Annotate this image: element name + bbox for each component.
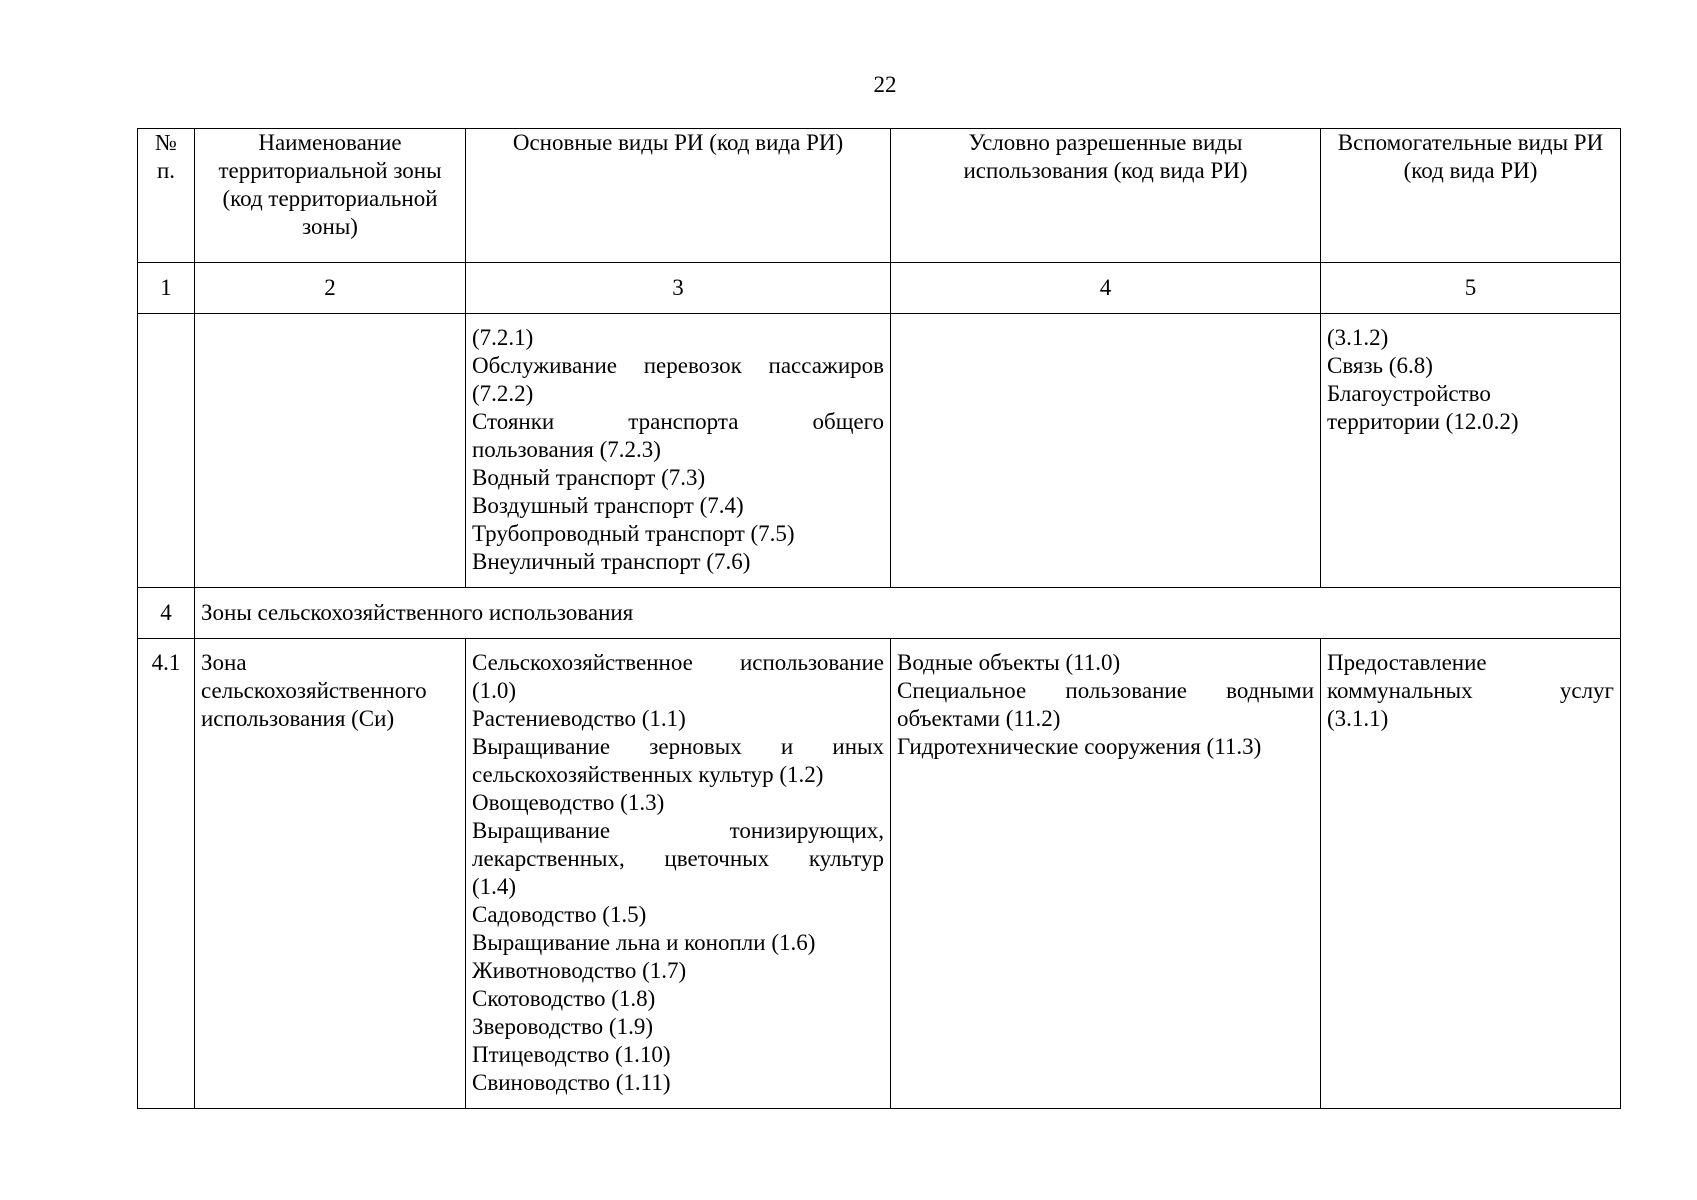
- use-item: Сельскохозяйственное использование: [472, 650, 884, 675]
- use-item: Овощеводство (1.3): [472, 790, 665, 815]
- column-number: 4: [891, 263, 1321, 314]
- use-item: (3.1.1): [1327, 706, 1389, 731]
- header-conditional-uses: [891, 129, 1321, 263]
- table-row-4-1: [138, 639, 1621, 1109]
- header-line: Наименование: [258, 130, 402, 155]
- use-item: Водные объекты (11.0): [897, 650, 1121, 675]
- cell-main-uses: [466, 639, 891, 1109]
- table-header-row: [138, 129, 1621, 263]
- column-number: 3: [466, 263, 891, 314]
- use-item: Внеуличный транспорт (7.6): [472, 549, 751, 574]
- column-number: 2: [195, 263, 466, 314]
- use-item: пользования (7.2.3): [472, 437, 661, 462]
- use-item: (7.2.2): [472, 381, 534, 406]
- header-line: Условно разрешенные виды: [968, 130, 1243, 155]
- header-line: (код территориальной: [222, 186, 438, 211]
- section-number: 4: [138, 588, 195, 639]
- page-number: 22: [873, 72, 897, 97]
- use-item: Воздушный транспорт (7.4): [472, 493, 744, 518]
- use-item: Животноводство (1.7): [472, 958, 687, 983]
- column-number: 5: [1321, 263, 1621, 314]
- use-item: территории (12.0.2): [1327, 409, 1519, 434]
- use-item: Растениеводство (1.1): [472, 706, 686, 731]
- header-line: (код вида РИ): [1403, 158, 1538, 183]
- header-line: Вспомогательные виды РИ: [1337, 130, 1604, 155]
- header-line: использования (код вида РИ): [963, 158, 1248, 183]
- header-line: Основные виды РИ (код вида РИ): [512, 130, 844, 155]
- use-item: Птицеводство (1.10): [472, 1042, 671, 1067]
- use-item: (1.0): [472, 678, 517, 703]
- cell-conditional-uses: [891, 639, 1321, 1109]
- cell-empty: [138, 314, 195, 588]
- cell-auxiliary-uses: [1321, 639, 1621, 1109]
- use-item: Водный транспорт (7.3): [472, 465, 706, 490]
- use-item: (7.2.1): [472, 325, 534, 350]
- use-item: Связь (6.8): [1327, 353, 1433, 378]
- header-line: территориальной зоны: [218, 158, 442, 183]
- use-item: Садоводство (1.5): [472, 902, 647, 927]
- use-item: Выращивание тонизирующих,: [472, 818, 884, 843]
- section-title: Зоны сельскохозяйственного использования: [195, 588, 1621, 639]
- cell-empty: [195, 314, 466, 588]
- header-number: [138, 129, 195, 263]
- header-zone-name: [195, 129, 466, 263]
- cell-auxiliary-uses: [1321, 314, 1621, 588]
- use-item: коммунальных услуг: [1327, 678, 1614, 703]
- use-item: Звероводство (1.9): [472, 1014, 653, 1039]
- zone-name-line: Зона: [201, 650, 247, 675]
- use-item: Свиноводство (1.11): [472, 1070, 671, 1095]
- section-row: [138, 588, 1621, 639]
- use-item: Скотоводство (1.8): [472, 986, 656, 1011]
- use-item: (3.1.2): [1327, 325, 1389, 350]
- use-item: Выращивание льна и конопли (1.6): [472, 930, 816, 955]
- zone-name-line: использования (Си): [201, 706, 395, 731]
- header-auxiliary-uses: [1321, 129, 1621, 263]
- use-item: Обслуживание перевозок пассажиров: [472, 353, 884, 378]
- cell-empty: [891, 314, 1321, 588]
- cell-zone-name: [195, 639, 466, 1109]
- use-item: Благоустройство: [1327, 381, 1491, 406]
- use-item: сельскохозяйственных культур (1.2): [472, 762, 824, 787]
- use-item: Выращивание зерновых и иных: [472, 734, 884, 759]
- row-number: 4.1: [138, 639, 195, 1109]
- header-main-uses: [466, 129, 891, 263]
- table-row-continuation: [138, 314, 1621, 588]
- header-line: зоны): [302, 214, 358, 239]
- land-use-table: [137, 128, 1621, 1109]
- column-number-row: [138, 263, 1621, 314]
- use-item: Специальное пользование водными: [897, 678, 1314, 703]
- use-item: (1.4): [472, 874, 517, 899]
- zone-name-line: сельскохозяйственного: [201, 678, 427, 703]
- use-item: лекарственных, цветочных культур: [472, 846, 884, 871]
- use-item: Трубопроводный транспорт (7.5): [472, 521, 795, 546]
- use-item: объектами (11.2): [897, 706, 1061, 731]
- use-item: Стоянки транспорта общего: [472, 409, 884, 434]
- header-line: п.: [156, 158, 176, 183]
- use-item: Гидротехнические сооружения (11.3): [897, 734, 1262, 759]
- cell-main-uses: [466, 314, 891, 588]
- use-item: Предоставление: [1327, 650, 1487, 675]
- column-number: 1: [138, 263, 195, 314]
- header-line: №: [155, 130, 177, 155]
